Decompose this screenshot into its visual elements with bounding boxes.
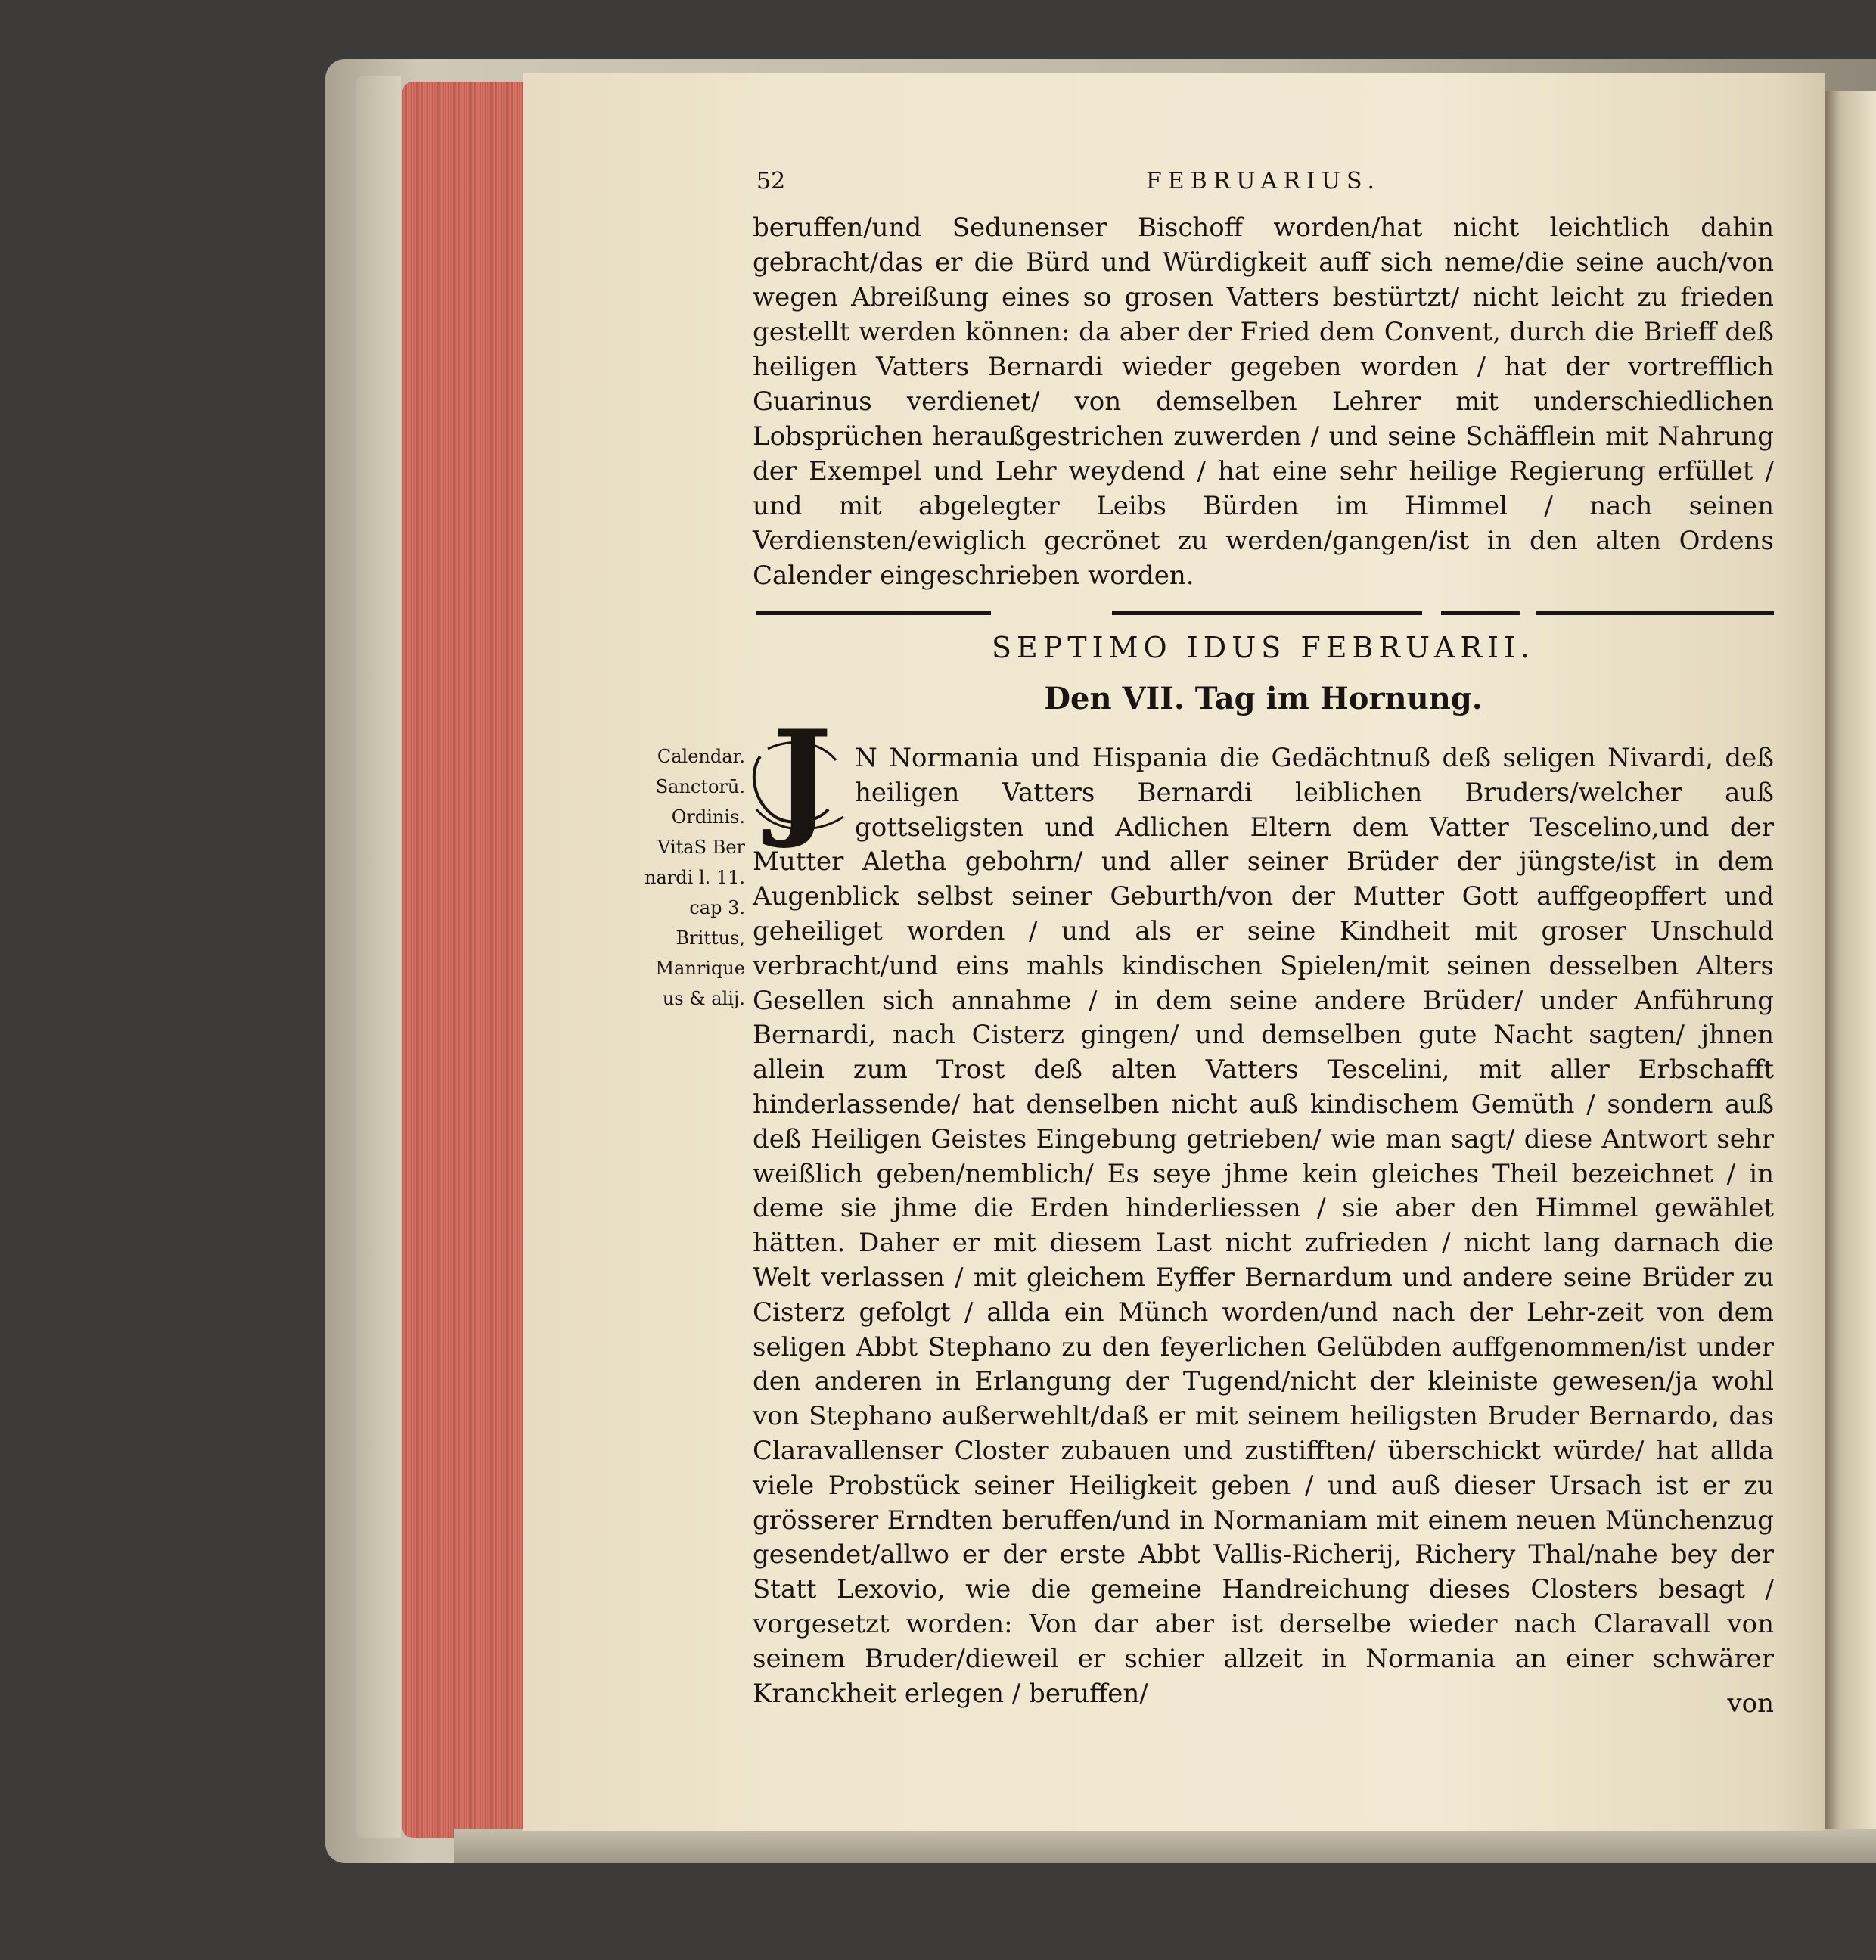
section-divider [756,607,1774,619]
divider-segment [1112,611,1422,615]
margin-note-line: us & alij. [662,988,745,1009]
catchword: von [1727,1688,1774,1719]
red-page-edges [402,82,523,1838]
running-title: FEBRUARIUS. [1145,168,1381,194]
divider-segment [756,611,991,615]
margin-note-line: Manrique [655,958,745,979]
margin-note [620,741,745,1014]
margin-note-line: Calendar. [657,746,745,767]
drop-cap-letter: J [772,702,832,852]
margin-note-line: cap 3. [689,897,745,918]
body-paragraph [753,741,1774,1711]
inner-cover-board [356,76,401,1838]
body-paragraph-text: N Normania und Hispania die Gedächtnuß deß seligen Nivardi, deß heiligen Vatters Bernardi leiblichen Bruders/welcher auß gottseligsten und Adlichen Eltern dem Vatter Tescelino,und der Mutter Aletha gebohrn/ und aller seiner Brüder der jüngste/ist in dem Augenblick selbst seiner Geburth/von der Mutter Gott auffgeopffert und geheiliget worden / und als er seine Kindheit mit groser Unschuld verbracht/und eins mahls kindischen Spielen/mit seinen desselben Alters Gesellen sich annahme / in dem seine andere Brüder/ under Anführung Bernardi, nach Cisterz gingen/ und demselben gute Nacht sagten/ jhnen allein zum Trost deß alten Vatters Tescelini, mit aller Erbschafft hinderlassende/ hat denselben nicht auß kindischem Gemüth / sondern auß deß Heiligen Geistes Eingebung getrieben/ wie man sagt/ diese Antwort sehr weißlich geben/nemblich/ Es seye jhme kein gleiches Theil bezeichnet / in deme sie jhme die Erden hinderliessen / sie aber den Himmel gewählet hätten. Daher er mit diesem Last nicht zufrieden / nicht lang darnach die Welt verlassen / mit gleichem Eyffer Bernardum und andere seine Brüder zu Cisterz gefolgt / allda ein Münch worden/und nach der Lehr-zeit von dem seligen Abbt Stephano zu den feyerlichen Gelübden auffgenommen/ist under den anderen in Erlangung der Tugend/nicht der kleiniste gewesen/ja wohl von Stephano außerwehlt/daß er mit seinem heiligsten Bruder Bernardo, das Claravallenser Closter zubauen und zustifften/ überschickt würde/ hat allda viele Probstück seiner Heiligkeit geben / und auß dieser Ursach ist er zu grösserer Erndten beruffen/und in Normaniam mit einem neuen Münchenzug gesendet/allwo er der erste Abbt Vallis-Richerij, Richery Thal/nahe bey der Statt Lexovio, wie die gemeine Handreichung dieses Closters besagt / vorgesetzt worden: Von dar aber ist derselbe wieder nach Claravall von seinem Bruder/dieweil er schier allzeit in Normania an einer schwärer Kranckheit erlegen / beruffen/ [753,743,1774,1709]
margin-note-line: Ordinis. [671,806,745,828]
facing-page-edge [1825,91,1876,1831]
page-number: 52 [756,168,786,194]
margin-note-line: VitaS Ber [657,837,745,858]
page-header [756,168,1770,198]
section-subtitle: Den VII. Tag im Hornung. [1044,681,1483,716]
section-title: SEPTIMO IDUS FEBRUARII. [991,631,1536,664]
divider-segment [1536,611,1774,615]
top-paragraph-text: beruffen/und Sedunenser Bischoff worden/hat nicht leichtlich dahin gebracht/das er die Bürd und Würdigkeit auff sich neme/die seine auch/von wegen Abreißung eines so grosen Vatters bestürtzt/ nicht leicht zu frieden gestellt werden können: da aber der Fried dem Convent, durch die Brieff deß heiligen Vatters Bernardi wieder gegeben worden / hat der vortrefflich Guarinus verdienet/ von demselben Lehrer mit underschiedlichen Lobsprüchen heraußgestrichen zuwerden / und seine Schäfflein mit Nahrung der Exempel und Lehr weydend / hat eine sehr heilige Regierung erfüllet / und mit abgelegter Leibs Bürden im Himmel / nach seinen Verdiensten/ewiglich gecrönet zu werden/gangen/ist in den alten Ordens Calender eingeschrieben worden. [753,213,1774,591]
margin-note-line: Brittus, [676,927,745,949]
bottom-cover-board [454,1829,1876,1863]
margin-note-line: Sanctorū. [655,776,745,797]
divider-segment [1441,611,1520,615]
margin-note-line: nardi l. 11. [644,867,745,888]
top-paragraph [753,210,1774,593]
